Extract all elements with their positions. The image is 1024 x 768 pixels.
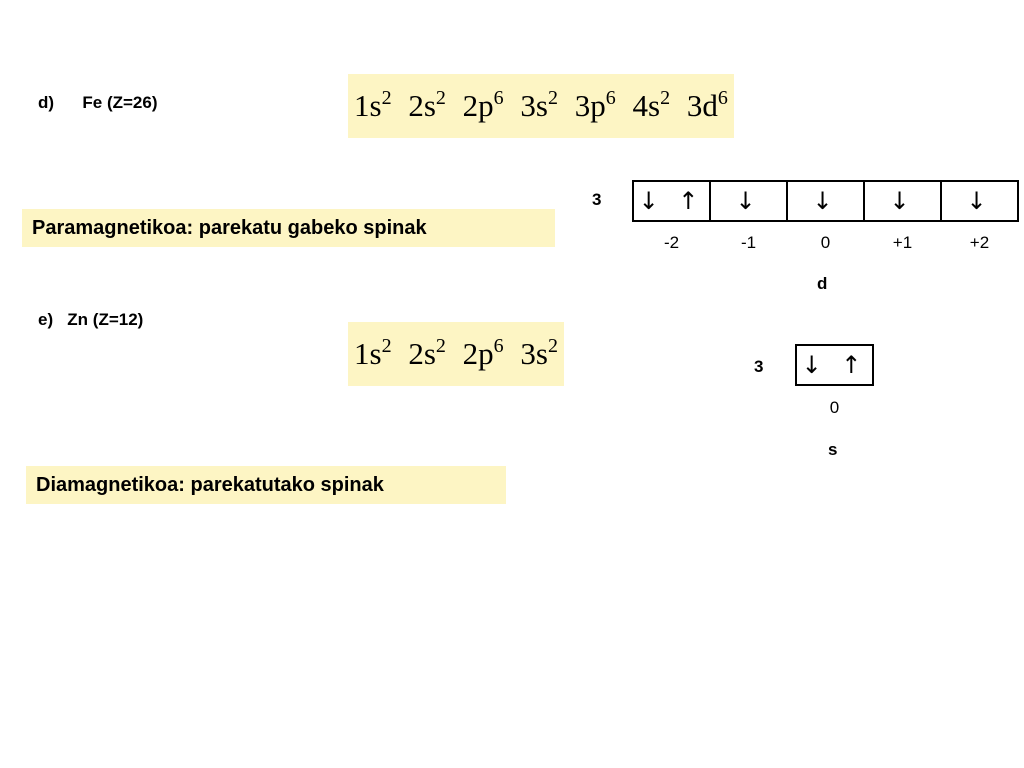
fe-label: d) Fe (Z=26) xyxy=(38,93,158,112)
config-term: $3s^2$ xyxy=(520,87,558,123)
zn-ml-labels xyxy=(796,398,873,418)
ml-label: -1 xyxy=(740,233,757,252)
ml-label: 0 xyxy=(820,233,831,252)
fe-orbital-type: d xyxy=(817,274,828,293)
zn-orbital-type: s xyxy=(828,440,838,459)
fe-ml-labels xyxy=(633,233,1018,253)
config-term: $1s^2$ xyxy=(354,87,392,123)
config-term: $3s^2$ xyxy=(520,335,558,371)
zn-s-orbital-box xyxy=(795,344,874,386)
config-term: $2s^2$ xyxy=(408,335,446,371)
config-term: $2p^6$ xyxy=(462,87,504,123)
fe-magnetism-note: Paramagnetikoa: parekatu gabeko spinak xyxy=(22,209,555,247)
zn-shell-number: 3 xyxy=(754,357,764,376)
config-term: $3p^6$ xyxy=(574,87,616,123)
orbital-box: ↓ xyxy=(711,182,788,220)
orbital-box: ↓ xyxy=(788,182,865,220)
ml-label: -2 xyxy=(663,233,680,252)
ml-label: 0 xyxy=(829,398,840,417)
ml-label: +1 xyxy=(892,233,913,252)
fe-shell-number: 3 xyxy=(592,190,602,209)
zn-label: e) Zn (Z=12) xyxy=(38,310,144,329)
orbital-box: ↓ xyxy=(966,187,993,215)
config-term: $2s^2$ xyxy=(408,87,446,123)
orbital-box: ↓ ↑ xyxy=(634,182,711,220)
zn-magnetism-note: Diamagnetikoa: parekatutako spinak xyxy=(26,466,506,504)
config-term: $2p^6$ xyxy=(462,335,504,371)
orbital-box: ↓ ↑ xyxy=(801,351,868,379)
ml-label: +2 xyxy=(969,233,990,252)
config-term: $4s^2$ xyxy=(632,87,671,123)
config-term: $3d^6$ xyxy=(686,87,728,123)
zn-electron-configuration xyxy=(348,322,564,386)
config-term: $1s^2$ xyxy=(354,335,392,371)
fe-d-orbital-boxes xyxy=(632,180,1019,222)
fe-electron-configuration xyxy=(348,74,734,138)
orbital-box: ↓ xyxy=(865,182,942,220)
